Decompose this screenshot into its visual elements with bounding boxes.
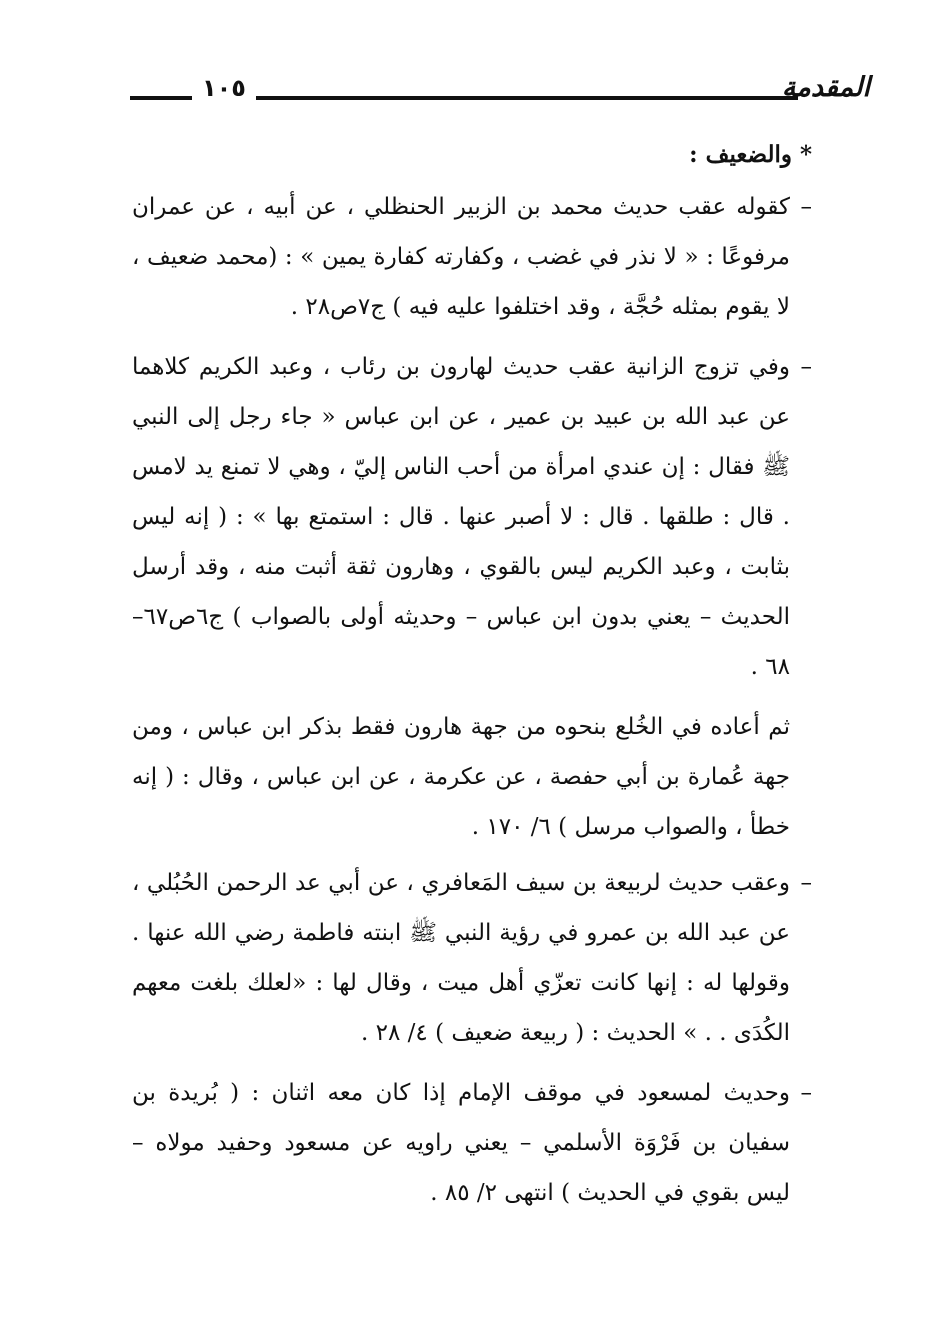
list-item [132, 858, 812, 1058]
entry-text: وعقب حديث لربيعة بن سيف المَعافري ، عن أبي عد الرحمن الحُبُلي ، عن عبد الله بن عمرو في رؤية النبي ﷺ ابنته فاطمة رضي الله عنها . وقولها له : إنها كانت تعزّي أهل ميت ، وقال لها : «لعلك بلغت معهم الكُدَى . . » الحديث : ( ربيعة ضعيف ) ٤/ ٢٨ . [132, 870, 790, 1046]
page-number: ١٠٥ [196, 74, 252, 102]
page-header [130, 72, 870, 112]
running-title: المقدمة [781, 72, 870, 103]
dash-marker: – [800, 870, 812, 896]
list-item [132, 182, 812, 332]
list-item [132, 1068, 812, 1218]
dash-marker: – [800, 194, 812, 220]
dash-marker: – [800, 1080, 812, 1106]
header-rule-left [130, 96, 192, 100]
entry-text: وفي تزوج الزانية عقب حديث لهارون بن رئاب ، وعبد الكريم كلاهما عن عبد الله بن عبيد بن عمير ، عن ابن عباس « جاء رجل إلى النبي ﷺ فقال : إن عندي امرأة من أحب الناس إليّ ، وهي لا تمنع يد لامس . قال : طلقها . قال : لا أصبر عنها . قال : استمتع بها » : ( إنه ليس بثابت ، وعبد الكريم ليس بالقوي ، وهارون ثقة أثبت منه ، وقد أرسل الحديث – يعني بدون ابن عباس – وحديثه أولى بالصواب ) ج٦ص٦٧–٦٨ . [132, 354, 790, 680]
entry-text: وحديث لمسعود في موقف الإمام إذا كان معه اثنان : ( بُريدة بن سفيان بن فَرْوَة الأسلمي – يعني راويه عن مسعود وحفيد مولاه – ليس بقوي في الحديث ) انتهى ٢/ ٨٥ . [132, 1080, 790, 1206]
dash-marker: – [800, 354, 812, 380]
page-body [132, 130, 812, 1228]
entry-text: كقوله عقب حديث محمد بن الزبير الحنظلي ، عن أبيه ، عن عمران مرفوعًا : « لا نذر في غضب ، وكفارته كفارة يمين » : (محمد ضعيف ، لا يقوم بمثله حُجَّة ، وقد اختلفوا عليه فيه ) ج٧ص٢٨ . [132, 194, 790, 320]
list-item [132, 342, 812, 692]
section-heading: * والضعيف : [689, 141, 812, 168]
header-rule-right [256, 96, 798, 100]
continuation-paragraph: ثم أعاده في الخُلع بنحوه من جهة هارون فقط بذكر ابن عباس ، ومن جهة عُمارة بن أبي حفصة ، عن عكرمة ، عن ابن عباس ، وقال : ( إنه خطأ ، والصواب مرسل ) ٦/ ١٧٠ . [132, 714, 790, 840]
